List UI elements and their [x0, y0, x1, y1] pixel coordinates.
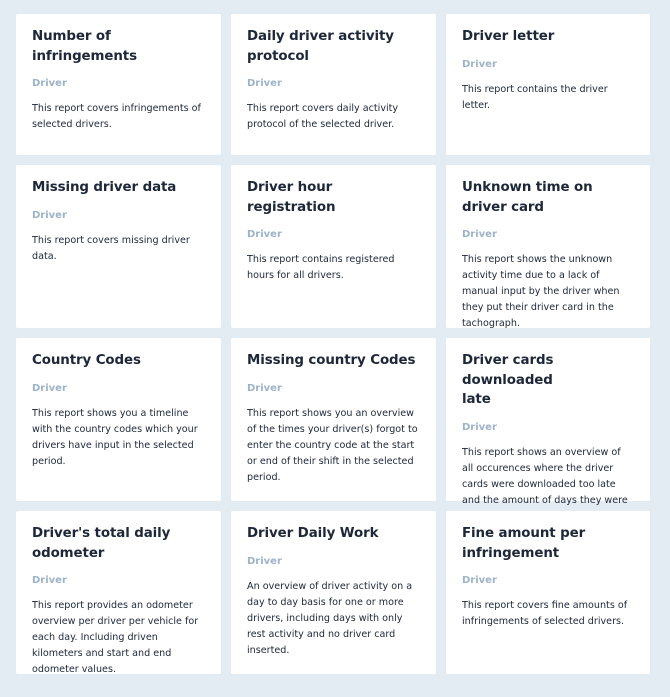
report-card-missing-driver-data[interactable]	[16, 165, 221, 328]
report-category: Driver	[247, 382, 282, 394]
report-description: This report covers daily activity protocol of the selected driver.	[247, 103, 399, 130]
report-category: Driver	[247, 555, 282, 567]
report-category: Driver	[247, 229, 282, 240]
report-title: Driver letter	[462, 29, 555, 44]
report-card-country-codes[interactable]	[16, 338, 221, 501]
report-title: Missing country Codes	[247, 353, 416, 368]
report-card-daily-driver-activity-protocol[interactable]	[231, 14, 436, 155]
report-title: Missing driver data	[32, 180, 177, 195]
report-category: Driver	[462, 58, 497, 70]
report-description: This report provides an odometer overview per driver per vehicle for each day. Including driven kilometers and start and end odometer values.	[32, 600, 199, 675]
report-card-unknown-time-on-driver-card[interactable]	[446, 165, 650, 328]
report-category: Driver	[32, 78, 67, 89]
report-title: Driver Daily Work	[247, 526, 379, 541]
report-description: This report shows an overview of all occurences where the driver cards were downloaded too late and the amount of days they were	[462, 446, 628, 506]
report-title: Fine amount per infringement	[462, 526, 586, 561]
report-card-fine-amount-per-infringement[interactable]	[446, 511, 650, 674]
report-card-driver-hour-registration[interactable]	[231, 165, 436, 328]
report-card-number-of-infringements[interactable]	[16, 14, 221, 155]
report-title: Driver hour registration	[247, 180, 336, 215]
report-title: Driver cards downloaded late	[462, 353, 554, 407]
report-card-driver-cards-downloaded-late[interactable]	[446, 338, 650, 506]
report-grid	[16, 14, 665, 674]
report-category: Driver	[462, 229, 497, 240]
report-category: Driver	[32, 382, 67, 394]
report-title: Unknown time on driver card	[462, 180, 593, 215]
report-category: Driver	[32, 575, 67, 586]
report-description: This report shows you an overview of the times your driver(s) forgot to enter the country code at the start or end of their shift in the selected period.	[247, 407, 418, 483]
report-description: This report contains the driver letter.	[462, 83, 608, 111]
report-description: This report shows you a timeline with the country codes which your drivers have input in the selected period.	[32, 407, 198, 467]
report-card-missing-country-codes[interactable]	[231, 338, 436, 501]
report-category: Driver	[462, 575, 497, 586]
report-category: Driver	[32, 209, 67, 221]
report-description: This report covers infringements of selected drivers.	[32, 103, 201, 130]
report-card-driver-daily-work[interactable]	[231, 511, 436, 674]
report-description: This report covers missing driver data.	[32, 234, 190, 262]
report-description: An overview of driver activity on a day to day basis for one or more drivers, including days with only rest activity and no driver card inserted.	[247, 580, 413, 656]
report-card-drivers-total-daily-odometer[interactable]	[16, 511, 221, 674]
report-description: This report covers fine amounts of infringements of selected drivers.	[462, 600, 628, 627]
report-category: Driver	[462, 421, 497, 433]
report-card-driver-letter[interactable]	[446, 14, 650, 155]
report-description: This report contains registered hours for all drivers.	[247, 254, 395, 281]
report-title: Driver's total daily odometer	[32, 526, 171, 561]
report-title: Country Codes	[32, 353, 141, 368]
report-description: This report shows the unknown activity time due to a lack of manual input by the driver when they put their driver card in the tachograph.	[462, 254, 620, 329]
report-title: Daily driver activity protocol	[247, 29, 394, 64]
report-title: Number of infringements	[32, 29, 137, 64]
report-category: Driver	[247, 78, 282, 89]
